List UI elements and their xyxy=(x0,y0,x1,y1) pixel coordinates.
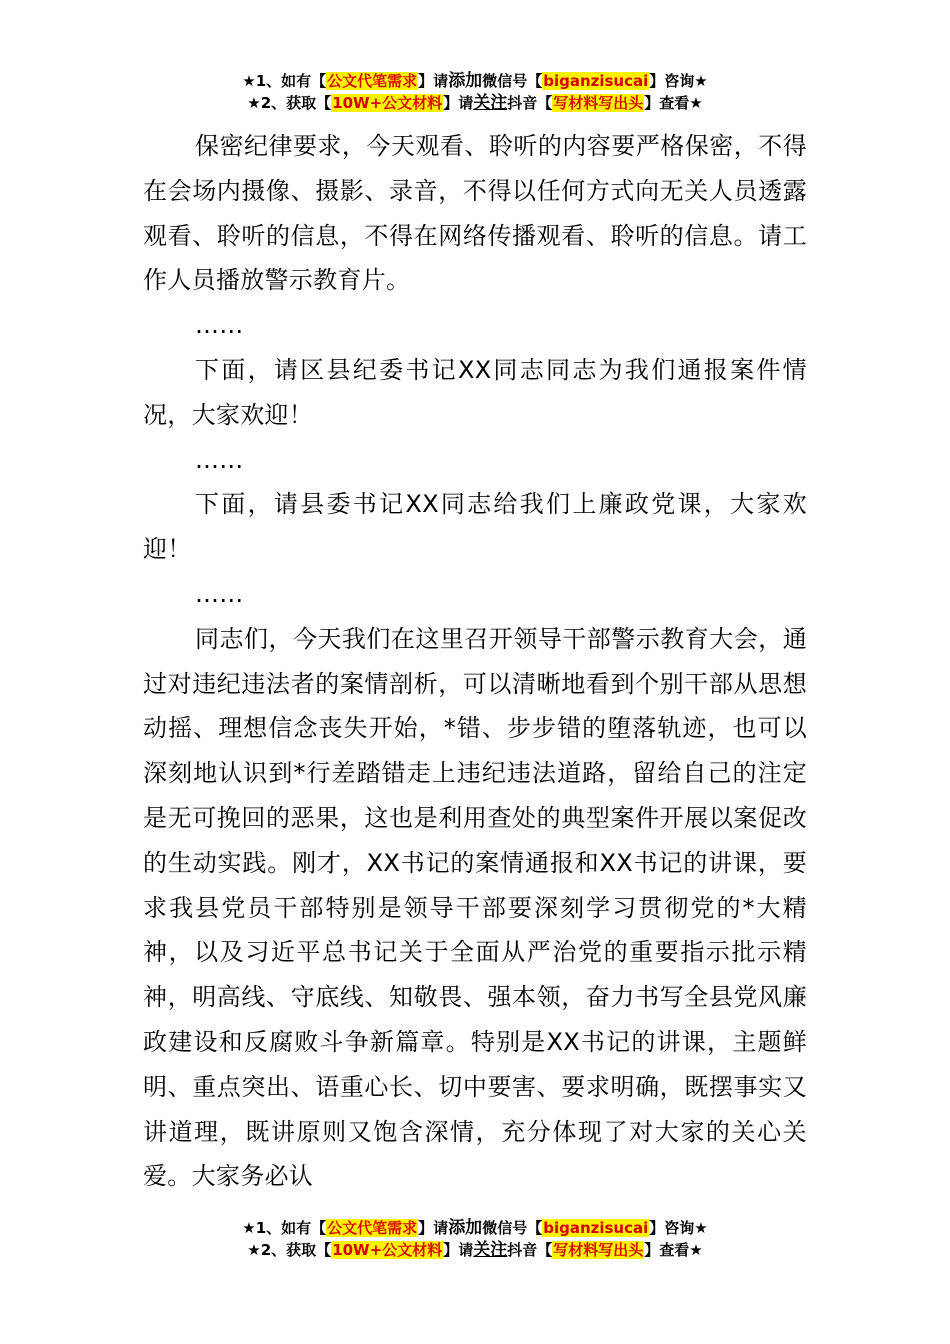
banner-text: 抖音【 xyxy=(507,1241,553,1259)
banner-text: ★2、获取【 xyxy=(247,1241,332,1259)
banner-line-2 xyxy=(0,1239,950,1261)
banner-line-1 xyxy=(0,70,950,92)
banner-text: 】咨询★ xyxy=(649,72,708,90)
banner-text: 】请 xyxy=(418,72,449,90)
banner-text: 】请 xyxy=(443,94,474,112)
banner-emphasis: 关注 xyxy=(473,1240,508,1260)
banner-highlight: 公文代笔需求 xyxy=(327,72,418,90)
banner-text: ★2、获取【 xyxy=(247,94,332,112)
banner-text: 】查看★ xyxy=(644,1241,703,1259)
header-banner xyxy=(0,70,950,114)
banner-highlight: 公文代笔需求 xyxy=(327,1219,418,1237)
footer-banner xyxy=(0,1217,950,1261)
banner-text: 】请 xyxy=(443,1241,474,1259)
banner-text: 抖音【 xyxy=(507,94,553,112)
banner-text: ★1、如有【 xyxy=(242,72,327,90)
banner-highlight: 10W+公文材料 xyxy=(332,94,443,112)
paragraph: 同志们，今天我们在这里召开领导干部警示教育大会，通过对违纪违法者的案情剖析，可以清晰地看到个别干部从思想动摇、理想信念丧失开始，*错、步步错的堕落轨迹，也可以深刻地认识到*行差踏错走上违纪违法道路，留给自己的注定是无可挽回的恶果，这也是利用查处的典型案件开展以案促改的生动实践。刚才，XX书记的案情通报和XX书记的讲课，要求我县党员干部特别是领导干部要深刻学习贯彻党的*大精神，以及习近平总书记关于全面从严治党的重要指示批示精神，明高线、守底线、知敬畏、强本领，奋力书写全县党风廉政建设和反腐败斗争新篇章。特别是XX书记的讲课，主题鲜明、重点突出、语重心长、切中要害、要求明确，既摆事实又讲道理，既讲原则又饱含深情，充分体现了对大家的关心关爱。大家务必认 xyxy=(143,624,807,1191)
banner-highlight: 写材料写出头 xyxy=(553,1241,644,1259)
ellipsis-paragraph: …… xyxy=(195,311,244,340)
paragraph: 保密纪律要求，今天观看、聆听的内容要严格保密，不得在会场内摄像、摄影、录音，不得以任何方式向无关人员透露观看、聆听的信息，不得在网络传播观看、聆听的信息。请工作人员播放警示教育片。 xyxy=(143,132,807,295)
banner-emphasis: 添加 xyxy=(448,1218,483,1238)
document-body xyxy=(143,124,807,1199)
banner-highlight: biganzisucai xyxy=(543,1219,649,1237)
banner-emphasis: 关注 xyxy=(473,93,508,113)
banner-highlight: 10W+公文材料 xyxy=(332,1241,443,1259)
banner-highlight: biganzisucai xyxy=(543,72,649,90)
banner-text: 】查看★ xyxy=(644,94,703,112)
banner-text: 微信号【 xyxy=(482,1219,543,1237)
banner-text: 】请 xyxy=(418,1219,449,1237)
banner-text: ★1、如有【 xyxy=(242,1219,327,1237)
paragraph: 下面，请县委书记XX同志给我们上廉政党课，大家欢迎！ xyxy=(143,490,807,564)
banner-text: 】咨询★ xyxy=(649,1219,708,1237)
ellipsis-paragraph: …… xyxy=(195,579,244,608)
paragraph: 下面，请区县纪委书记XX同志同志为我们通报案件情况，大家欢迎！ xyxy=(143,355,807,429)
banner-text: 微信号【 xyxy=(482,72,543,90)
ellipsis-paragraph: …… xyxy=(195,445,244,474)
banner-highlight: 写材料写出头 xyxy=(553,94,644,112)
banner-line-2 xyxy=(0,92,950,114)
banner-emphasis: 添加 xyxy=(448,71,483,91)
banner-line-1 xyxy=(0,1217,950,1239)
